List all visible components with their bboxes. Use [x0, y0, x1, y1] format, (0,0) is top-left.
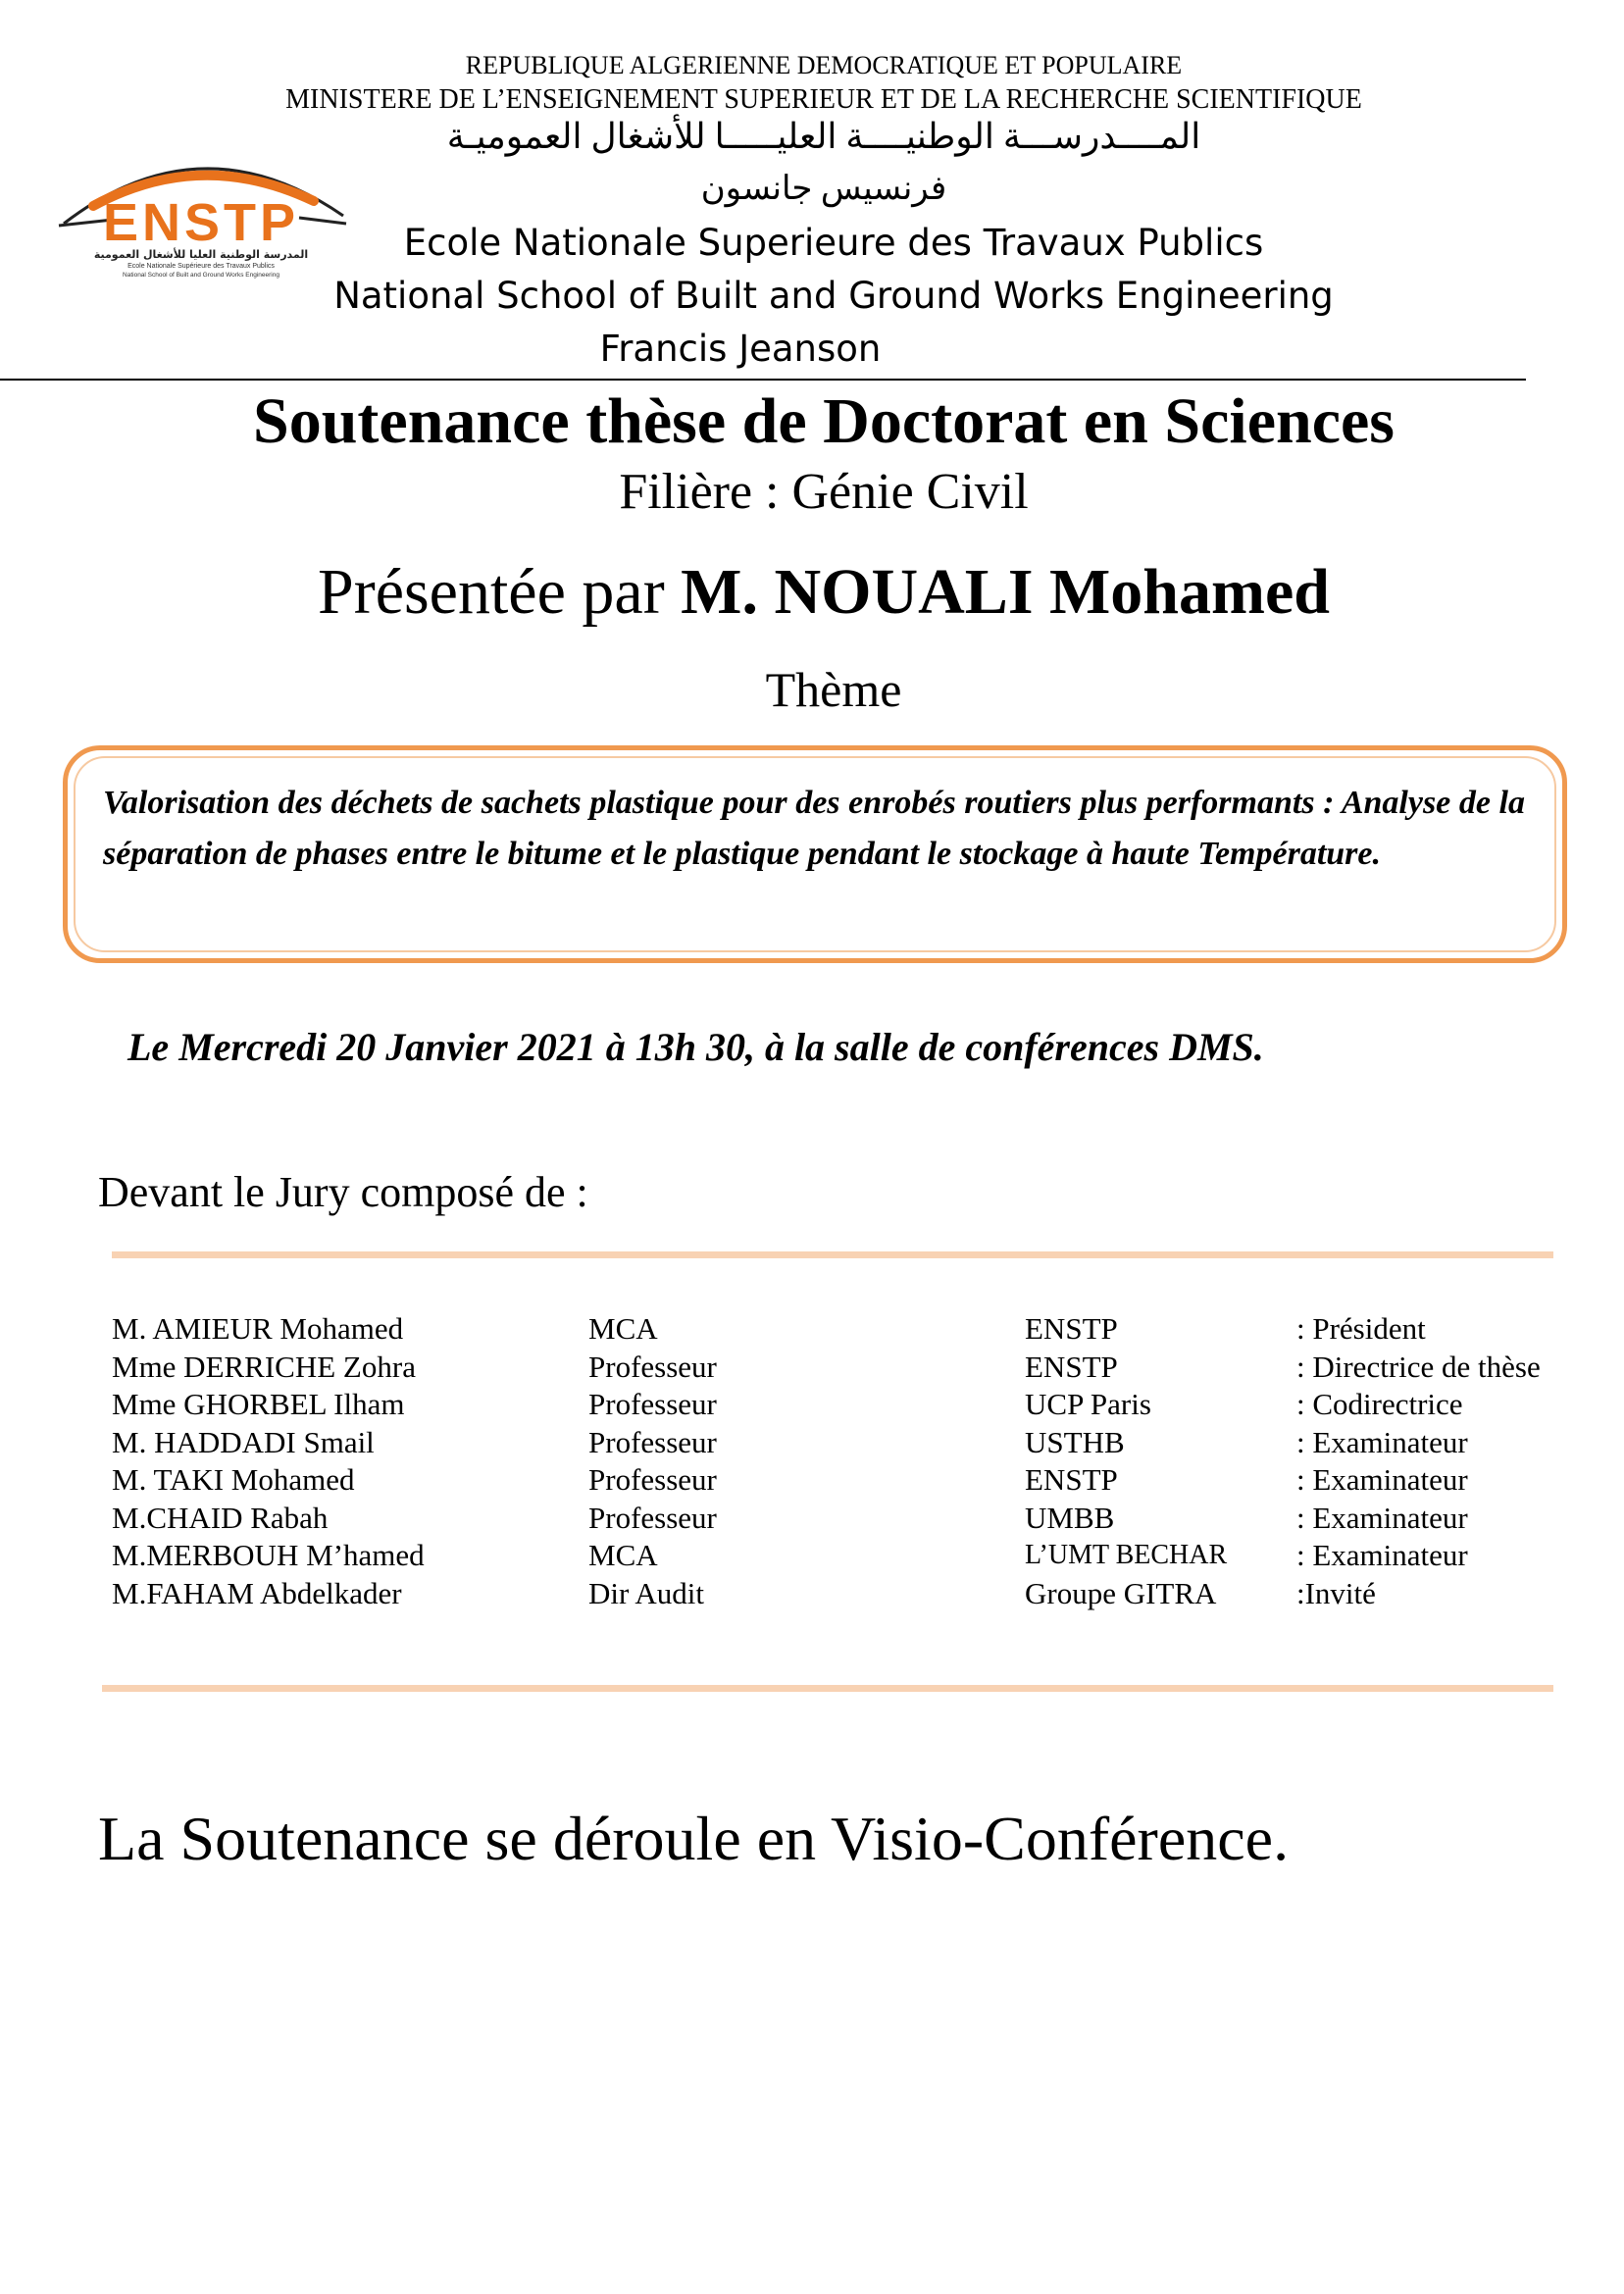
jury-institution: USTHB — [1025, 1424, 1125, 1459]
presenter-line — [0, 555, 1624, 630]
jury-role: : Examinateur — [1296, 1538, 1468, 1572]
presenter-prefix: Présentée par — [318, 556, 682, 628]
school-name-en: National School of Built and Ground Works Engineering — [333, 275, 1334, 317]
jury-role: : Examinateur — [1296, 1500, 1468, 1535]
jury-role: : Examinateur — [1296, 1424, 1468, 1459]
jury-institution: ENSTP — [1025, 1462, 1118, 1497]
header-divider — [0, 379, 1526, 381]
jury-row — [0, 1575, 1624, 1613]
jury-grade: Professeur — [588, 1349, 717, 1384]
ministry-heading: MINISTERE DE L’ENSEIGNEMENT SUPERIEUR ET DE LA RECHERCHE SCIENTIFIQUE — [285, 84, 1362, 115]
jury-institution: UMBB — [1025, 1500, 1115, 1535]
theme-text: Valorisation des déchets de sachets plastique pour des enrobés routiers plus performants : Analyse de la séparation de phases entre le bitume et le plastique pendant le stockage à haute Température. — [103, 785, 1525, 872]
jury-name: M. AMIEUR Mohamed — [112, 1311, 404, 1346]
jury-role: : Examinateur — [1296, 1462, 1468, 1497]
jury-role: : Directrice de thèse — [1296, 1349, 1541, 1384]
jury-name: M.CHAID Rabah — [112, 1500, 329, 1535]
republic-heading: REPUBLIQUE ALGERIENNE DEMOCRATIQUE ET POPULAIRE — [465, 51, 1183, 79]
jury-role: : Président — [1296, 1311, 1426, 1346]
presenter-name: M. NOUALI Mohamed — [681, 556, 1330, 628]
jury-role: :Invité — [1296, 1575, 1376, 1610]
jury-role: : Codirectrice — [1296, 1387, 1463, 1421]
enstp-logo-icon — [54, 147, 348, 280]
logo-fr-name: Ecole Nationale Supérieure des Travaux Publics — [127, 263, 275, 270]
logo-acronym: ENSTP — [102, 193, 300, 252]
jury-row — [0, 1537, 1624, 1575]
jury-grade: Professeur — [588, 1387, 717, 1421]
jury-row — [0, 1386, 1624, 1424]
logo-en-name: National School of Built and Ground Works Engineering — [123, 272, 279, 279]
jury-top-divider — [112, 1251, 1553, 1258]
arabic-francis-jeanson: فرنسيس جانسون — [700, 171, 947, 207]
jury-grade: MCA — [588, 1538, 658, 1572]
jury-row — [0, 1310, 1624, 1349]
jury-row — [0, 1461, 1624, 1500]
school-name-fr: Ecole Nationale Superieure des Travaux Publics — [403, 222, 1264, 264]
jury-table — [0, 1310, 1624, 1612]
jury-name: M. HADDADI Smail — [112, 1424, 375, 1459]
jury-bottom-divider — [102, 1685, 1553, 1692]
jury-name: M. TAKI Mohamed — [112, 1462, 355, 1497]
enstp-logo — [54, 147, 348, 280]
jury-intro: Devant le Jury composé de : — [98, 1168, 588, 1216]
logo-arabic-name: المدرسة الوطنية العليا للأشغال العمومية — [93, 248, 309, 261]
jury-name: M.FAHAM Abdelkader — [112, 1575, 402, 1610]
jury-institution: ENSTP — [1025, 1349, 1118, 1384]
defense-title: Soutenance thèse de Doctorat en Sciences — [253, 385, 1395, 457]
jury-name: M.MERBOUH M’hamed — [112, 1538, 425, 1572]
jury-institution: ENSTP — [1025, 1311, 1118, 1346]
visio-conference-note: La Soutenance se déroule en Visio-Conférence. — [98, 1804, 1290, 1873]
jury-institution: Groupe GITRA — [1025, 1575, 1217, 1610]
jury-grade: Dir Audit — [588, 1575, 704, 1610]
jury-grade: Professeur — [588, 1424, 717, 1459]
jury-name: Mme DERRICHE Zohra — [112, 1349, 416, 1384]
jury-institution: UCP Paris — [1025, 1387, 1151, 1421]
jury-row — [0, 1424, 1624, 1462]
jury-name: Mme GHORBEL Ilham — [112, 1387, 405, 1421]
jury-grade: MCA — [588, 1311, 658, 1346]
filiere-label: Filière : Génie Civil — [619, 464, 1029, 520]
jury-row — [0, 1349, 1624, 1387]
jury-grade: Professeur — [588, 1462, 717, 1497]
jury-institution: L’UMT BECHAR — [1025, 1540, 1228, 1570]
theme-box — [63, 745, 1567, 963]
school-name-fj: Francis Jeanson — [599, 328, 882, 370]
jury-grade: Professeur — [588, 1500, 717, 1535]
arabic-school-name: المــــدرســـة الوطنيــــة العليـــــا للأشغال العموميـة — [446, 117, 1201, 156]
theme-label: Thème — [765, 662, 902, 717]
date-location-line: Le Mercredi 20 Janvier 2021 à 13h 30, à la salle de conférences DMS. — [127, 1025, 1264, 1069]
jury-row — [0, 1500, 1624, 1538]
